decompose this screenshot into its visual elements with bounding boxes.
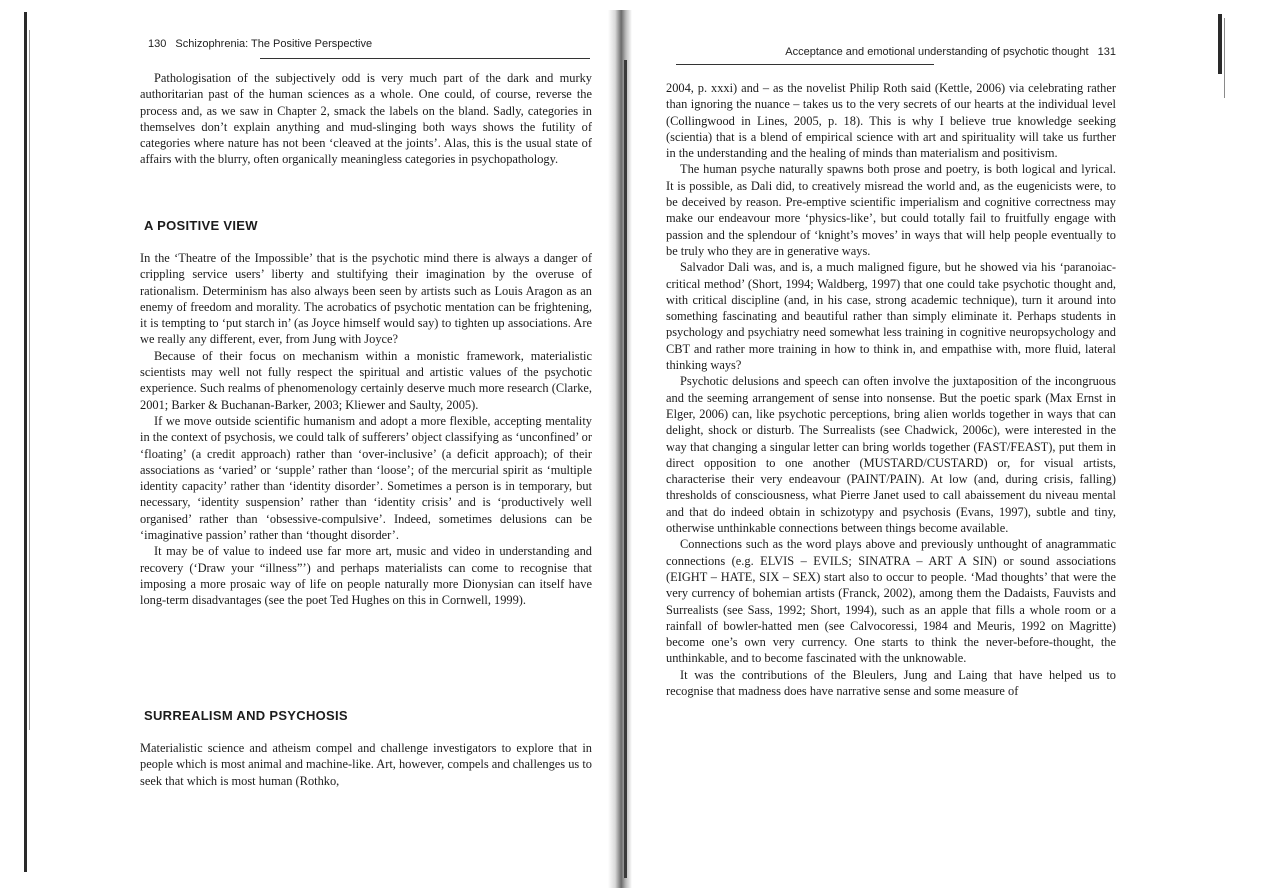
right-running-head bbox=[785, 46, 1116, 62]
paragraph: It may be of value to indeed use far more art, music and video in understanding and recovery (‘Draw your “illness”’) and perhaps materialists can come to recognise that imposing a more prosaic way of life on people naturally more Dionysian can itself have long-term disadvantages (see the poet Ted Hughes on this in Cornwell, 1999). bbox=[140, 544, 592, 608]
left-intro-text bbox=[140, 70, 592, 168]
right-body-text bbox=[666, 80, 1116, 699]
paragraph: Salvador Dali was, and is, a much maligned figure, but he showed via his ‘paranoiac-critical method’ (Short, 1994; Waldberg, 1997) that one could take psychotic thought and, with critical discipline (and, in his case, strong academic technique), turn it around into something fascinating and beautiful rather than simply eliminate it. Perhaps students in psychology and psychiatry need somewhat less training in cognitive neuropsychology and CBT and rather more training in how to think in, and empathise with, more fluid, lateral thinking ways? bbox=[666, 260, 1116, 373]
page-edge-left bbox=[24, 12, 27, 872]
right-header-rule bbox=[676, 64, 934, 65]
right-running-title: Acceptance and emotional understanding of psychotic thought bbox=[785, 46, 1089, 58]
paragraph: Connections such as the word plays above and previously unthought of anagrammatic connections (e.g. ELVIS – EVILS; SINATRA – ART A SIN) or sound associations (EIGHT – HATE, SIX – SEX) start also to occur to people. ‘Mad thoughts’ that were the very currency of bohemian artists (Franck, 2002), among them the Dadaists, Fauvists and Surrealists (see Sass, 1992; Short, 1994), such as an apple that fills a whole room or a rainfall of bowler-hatted men (see Calvocoressi, 1984 and Meuris, 1992 on Magritte) become one’s own very currency. One starts to think the never-before-thought, the unthinkable, and to become fascinated with the unknowable. bbox=[666, 537, 1116, 666]
paragraph: 2004, p. xxxi) and – as the novelist Philip Roth said (Kettle, 2006) via celebrating rather than ignoring the nuance – takes us to the very secrets of our hearts at the individual level (Collingwood in Lines, 2005, p. 18). This is why I believe true knowledge seeking (scientia) that is a blend of empirical science with art and spirituality will take us further in the understanding and the healing of minds than materialism and positivism. bbox=[666, 81, 1116, 161]
paragraph: Pathologisation of the subjectively odd is very much part of the dark and murky authoritarian past of the human sciences as a whole. One could, of course, reverse the process and, as we saw in Chapter 2, smack the labels on the bland. Sadly, categories in themselves don’t explain anything and mud-slinging both ways shows the futility of categories where nature has not been ‘cleaved at the joints’. Alas, this is the usual state of affairs with the blurry, often organically meaningless categories in psychopathology. bbox=[140, 71, 592, 167]
paragraph: The human psyche naturally spawns both prose and poetry, is both logical and lyrical. It is possible, as Dali did, to creatively misread the world and, as the eugenicists were, to be deceived by reason. Pre-emptive scientific imperialism and cognitive correctness may make our endeavour more ‘physics-like’, but could totally fail to fruitfully engage with passion and the splendour of ‘knight’s moves’ in ways that will help people eventually to be truly who they are in generative ways. bbox=[666, 162, 1116, 258]
book-gutter-spine bbox=[624, 60, 627, 878]
paragraph: It was the contributions of the Bleulers, Jung and Laing that have helped us to recognise that madness does have narrative sense and some measure of bbox=[666, 667, 1116, 698]
book-gutter bbox=[608, 10, 632, 888]
left-section2-text bbox=[140, 740, 592, 789]
paragraph: Because of their focus on mechanism within a monistic framework, materialistic scientists may well not fully respect the spiritual and artistic values of the psychotic experience. Such realms of phenomenology certainly deserve much more research (Clarke, 2001; Barker & Buchanan-Barker, 2003; Kliewer and Saulty, 2005). bbox=[140, 348, 592, 412]
section-heading-positive-view: A POSITIVE VIEW bbox=[144, 218, 258, 233]
page-edge-right-shadow bbox=[1224, 18, 1225, 98]
page-edge-right bbox=[1218, 14, 1222, 74]
paragraph: In the ‘Theatre of the Impossible’ that is the psychotic mind there is always a danger of crippling service users’ liberty and stultifying their imagination by the overuse of rationalism. Determinism has also always been seen by artists such as Louis Aragon as an enemy of freedom and morality. The acrobatics of psychotic mentation can be frightening, it is tempting to ‘put starch in’ (as Joyce himself would say) to tighten up associations. Are we really any different, ever, from Jung with Joyce? bbox=[140, 251, 592, 347]
left-page-number: 130 bbox=[148, 38, 167, 50]
page-edge-left-shadow bbox=[29, 30, 30, 730]
section-heading-surrealism: SURREALISM AND PSYCHOSIS bbox=[144, 708, 348, 723]
right-page-number: 131 bbox=[1097, 46, 1116, 58]
left-section1-text bbox=[140, 250, 592, 609]
left-running-head bbox=[148, 38, 372, 54]
paragraph: If we move outside scientific humanism and adopt a more flexible, accepting mentality in the context of psychosis, we could talk of sufferers’ object classifying as ‘unconfined’ or ‘floating’ (a credit approach) rather than ‘over-inclusive’ (a deficit approach); of their associations as ‘varied’ or ‘supple’ rather than ‘loose’; of the mercurial spirit as ‘multiple identity capacity’ rather than ‘identity disorder’. Sometimes a person is in temporary, but necessary, ‘identity suspension’ rather than ‘identity crisis’ and is ‘productively well organised’ rather than ‘obsessive-compulsive’. Indeed, sometimes delusions can be ‘imaginative passion’ rather than ‘thought disorder’. bbox=[140, 413, 592, 543]
paragraph: Materialistic science and atheism compel and challenge investigators to explore that in people which is most animal and machine-like. Art, however, compels and challenges us to seek that which is most human (Rothko, bbox=[140, 741, 592, 788]
left-running-title: Schizophrenia: The Positive Perspective bbox=[175, 38, 373, 50]
left-header-rule bbox=[260, 58, 590, 59]
paragraph: Psychotic delusions and speech can often involve the juxtaposition of the incongruous and the seeming arrangement of sense into nonsense. But the poetic spark (Max Ernst in Elger, 2006) can, like psychotic perceptions, bring alien worlds together in ways that can delight, shock or disturb. The Surrealists (see Chadwick, 2006c), were interested in the way that changing a singular letter can bring worlds together (FAST/FEAST), put them in direct opposition to one another (MUSTARD/CUSTARD) or, for visual artists, characterise their very endeavour (PAINT/PAIN). At low (and, during crisis, falling) thresholds of consciousness, what Pierre Janet used to call abaissement du niveau mental and that do indeed obtain in schizotypy and psychosis (Evans, 1997), subtle and tiny, otherwise unthinkable connections between things become available. bbox=[666, 374, 1116, 536]
